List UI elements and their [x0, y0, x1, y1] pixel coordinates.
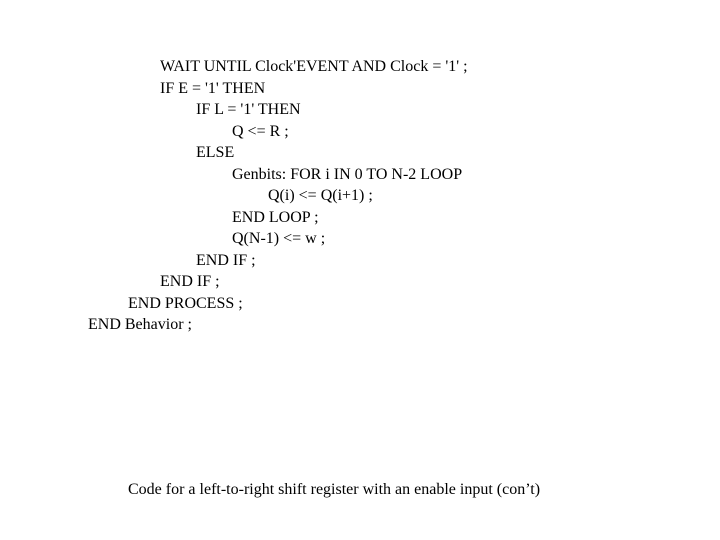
code-line-end-process: END PROCESS ;: [128, 294, 243, 312]
code-line-genbits-loop: Genbits: FOR i IN 0 TO N-2 LOOP: [232, 165, 463, 183]
code-line-end-if-inner: END IF ;: [196, 251, 256, 269]
code-line-end-behavior: END Behavior ;: [88, 316, 192, 333]
code-line-else: ELSE: [196, 144, 235, 161]
code-line-q-msb-assign: Q(N-1) <= w ;: [232, 230, 326, 247]
code-line-end-loop: END LOOP ;: [232, 208, 319, 226]
code-line-q-assign-r: Q <= R ;: [232, 122, 289, 140]
code-line-if-enable: IF E = '1' THEN: [160, 79, 266, 97]
code-line-if-load: IF L = '1' THEN: [196, 101, 301, 118]
slide-caption: Code for a left-to-right shift register with an enable input (con’t): [128, 481, 541, 498]
code-line-q-shift-assign: Q(i) <= Q(i+1) ;: [268, 187, 373, 204]
code-line-end-if-outer: END IF ;: [160, 273, 220, 290]
code-line-wait-until: WAIT UNTIL Clock'EVENT AND Clock = '1' ;: [160, 58, 468, 75]
